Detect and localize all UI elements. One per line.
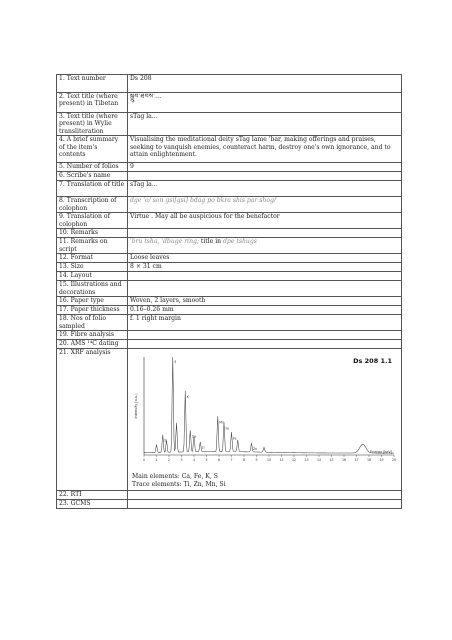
row-label: 8. Transcription of colophon xyxy=(57,197,128,213)
script-remark: 'bru tsha, 'dbuge ring; xyxy=(130,238,199,246)
table-row xyxy=(57,93,402,113)
x-tick-label: 1 xyxy=(155,458,158,463)
row-label: 4. A brief summary of the item's contents xyxy=(57,136,128,163)
xrf-spectrum-chart xyxy=(132,351,400,469)
peak-label: S xyxy=(174,360,177,365)
x-tick-label: 15 xyxy=(329,458,334,463)
table-row xyxy=(57,340,402,349)
row-label: 5. Number of folios xyxy=(57,163,128,172)
row-label: 2. Text title (where present) in Tibetan xyxy=(57,93,128,113)
row-label: 13. Size xyxy=(57,263,128,272)
x-tick-label: 14 xyxy=(316,458,322,463)
chart-title: Ds 208 1.1 xyxy=(353,357,392,366)
x-tick-label: 3 xyxy=(180,458,183,463)
x-tick-label: 17 xyxy=(354,458,359,463)
row-value xyxy=(128,281,402,297)
row-label: 23. GCMS xyxy=(57,500,128,509)
row-label: 22. RTI xyxy=(57,491,128,500)
row-value xyxy=(128,238,402,254)
row-value xyxy=(128,272,402,281)
table-row xyxy=(57,229,402,238)
xrf-cell xyxy=(128,349,402,491)
row-label: 16. Paper type xyxy=(57,297,128,306)
x-tick-label: 4 xyxy=(192,458,196,463)
y-axis-label: Intensity [a.u.] xyxy=(134,393,138,419)
title-script: dpe tshugs xyxy=(223,238,257,246)
table-row xyxy=(57,331,402,340)
x-tick-label: 8 xyxy=(242,458,246,463)
row-value: 8 × 31 cm xyxy=(128,263,402,272)
table-row xyxy=(57,263,402,272)
row-label: 11. Remarks on script xyxy=(57,238,128,254)
x-tick-label: 9 xyxy=(255,458,258,463)
row-value: dge 'o/ son gsi[gsi] bdag po bkra shis par shog/ xyxy=(128,197,402,213)
row-value xyxy=(128,229,402,238)
xrf-main-elements: Main elements: Ca, Fe, K, S xyxy=(132,472,218,480)
row-value xyxy=(128,500,402,509)
x-tick-label: 20 xyxy=(391,458,397,463)
manuscript-record-table xyxy=(56,74,402,509)
peak-label: Zn xyxy=(253,447,258,452)
row-value: sTag la… xyxy=(128,113,402,136)
peak-label: Ti xyxy=(201,446,205,451)
script-remark-joiner: title in xyxy=(198,238,224,246)
row-label: 7. Translation of title xyxy=(57,181,128,197)
row-value: Woven, 2 layers, smooth xyxy=(128,297,402,306)
table-row xyxy=(57,75,402,93)
x-tick-label: 18 xyxy=(366,458,372,463)
row-label: 1. Text number xyxy=(57,75,128,93)
row-value: Loose leaves xyxy=(128,254,402,263)
table-row xyxy=(57,306,402,315)
row-value: sTag la… xyxy=(128,181,402,197)
table-row xyxy=(57,272,402,281)
row-value: Virtue . May all be auspicious for the benefactor xyxy=(128,213,402,229)
row-label: 17. Paper thickness xyxy=(57,306,128,315)
peak-label: K xyxy=(186,395,189,400)
table-row xyxy=(57,181,402,197)
x-tick-label: 2 xyxy=(167,458,171,463)
row-value: 0.16–0.26 mm xyxy=(128,306,402,315)
table-row xyxy=(57,238,402,254)
row-value xyxy=(128,172,402,181)
table-row xyxy=(57,254,402,263)
table-row xyxy=(57,213,402,229)
table-row xyxy=(57,315,402,331)
table-row xyxy=(57,172,402,181)
table-row xyxy=(57,197,402,213)
table-row xyxy=(57,136,402,163)
row-value xyxy=(128,331,402,340)
row-label: 3. Text title (where present) in Wylie transliteration xyxy=(57,113,128,136)
row-value: Ds 208 xyxy=(128,75,402,93)
row-value xyxy=(128,491,402,500)
table-row xyxy=(57,491,402,500)
x-tick-label: 5 xyxy=(205,458,208,463)
x-tick-label: 7 xyxy=(230,458,233,463)
x-tick-label: 13 xyxy=(304,458,309,463)
table-row xyxy=(57,113,402,136)
x-axis-label: Energy [keV] xyxy=(370,450,392,455)
x-tick-label: 10 xyxy=(266,458,272,463)
row-value xyxy=(128,340,402,349)
x-tick-label: 19 xyxy=(379,458,384,463)
row-label: 14. Layout xyxy=(57,272,128,281)
table-row xyxy=(57,281,402,297)
row-label: 15. Illustrations and decorations xyxy=(57,281,128,297)
spectrum-series-line xyxy=(144,357,394,453)
x-tick-label: 12 xyxy=(291,458,297,463)
row-label: 18. Nos of folio sampled xyxy=(57,315,128,331)
row-label: 9. Translation of colophon xyxy=(57,213,128,229)
peak-label: Ca xyxy=(191,434,196,439)
row-label: 19. Fibre analysis xyxy=(57,331,128,340)
peak-label: Si xyxy=(164,438,168,443)
row-value: སྒྲུབ་ཐབས་… xyxy=(128,93,402,113)
row-value: 9 xyxy=(128,163,402,172)
table-row xyxy=(57,163,402,172)
peak-label: Fe xyxy=(233,436,237,441)
table-row xyxy=(57,349,402,491)
xrf-trace-elements: Trace elements: Ti, Zn, Mn, Si xyxy=(132,481,226,489)
row-label: 10. Remarks xyxy=(57,229,128,238)
row-value: Visualising the meditational deity sTag lame 'bar, making offerings and praises, seeking to vanquish enemies, counteract harm, destroy one's own ignorance, and to attain enlightenment. xyxy=(128,136,402,163)
row-value: f. 1 right margin xyxy=(128,315,402,331)
row-label: 20. AMS ¹⁴C dating xyxy=(57,340,128,349)
peak-label: Mn xyxy=(219,420,225,425)
x-tick-label: 6 xyxy=(217,458,221,463)
row-label: 21. XRF analysis xyxy=(57,349,128,491)
row-label: 6. Scribe's name xyxy=(57,172,128,181)
x-tick-label: 16 xyxy=(341,458,347,463)
x-tick-label: 0 xyxy=(142,458,146,463)
table-row xyxy=(57,297,402,306)
peak-label: Fe xyxy=(225,426,230,431)
row-label: 12. Format xyxy=(57,254,128,263)
table-row xyxy=(57,500,402,509)
x-tick-label: 11 xyxy=(279,458,284,463)
